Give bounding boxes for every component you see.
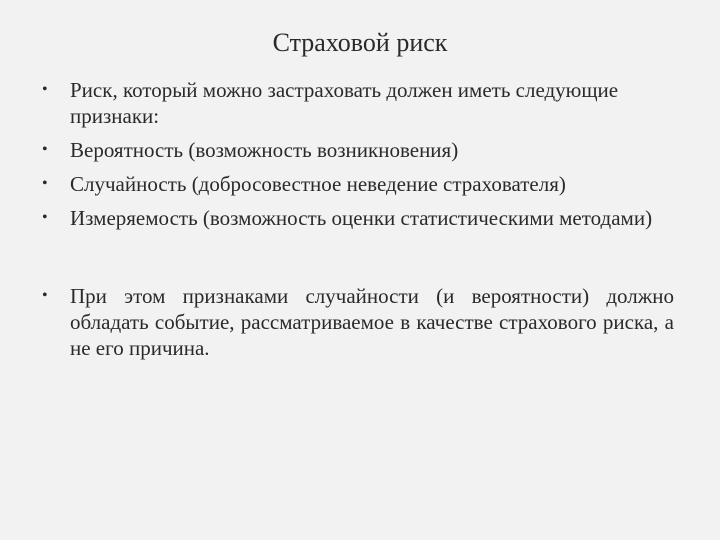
bullet-item xyxy=(42,137,674,163)
bullet-text: Вероятность (возможность возникновения) xyxy=(70,138,459,162)
slide-title: Страховой риск xyxy=(272,28,448,57)
bullet-list xyxy=(42,77,674,369)
bullet-item xyxy=(42,77,674,129)
bullet-item xyxy=(42,171,674,197)
bullet-item xyxy=(42,283,674,361)
bullet-marker: • xyxy=(42,141,48,158)
bullet-marker: • xyxy=(42,209,48,226)
bullet-item xyxy=(42,205,674,231)
bullet-text: Случайность (добросовестное неведение страхователя) xyxy=(70,172,566,196)
bullet-marker: • xyxy=(42,175,48,192)
bullet-marker: • xyxy=(42,81,48,98)
bullet-text: Риск, который можно застраховать должен иметь следующие признаки: xyxy=(70,78,619,128)
bullet-marker: • xyxy=(42,287,48,304)
bullet-text: Измеряемость (возможность оценки статистическими методами) xyxy=(70,206,653,230)
bullet-text: При этом признаками случайности (и вероятности) должно обладать событие, рассматриваемое в качестве страхового риска, а не его причина. xyxy=(70,284,674,360)
